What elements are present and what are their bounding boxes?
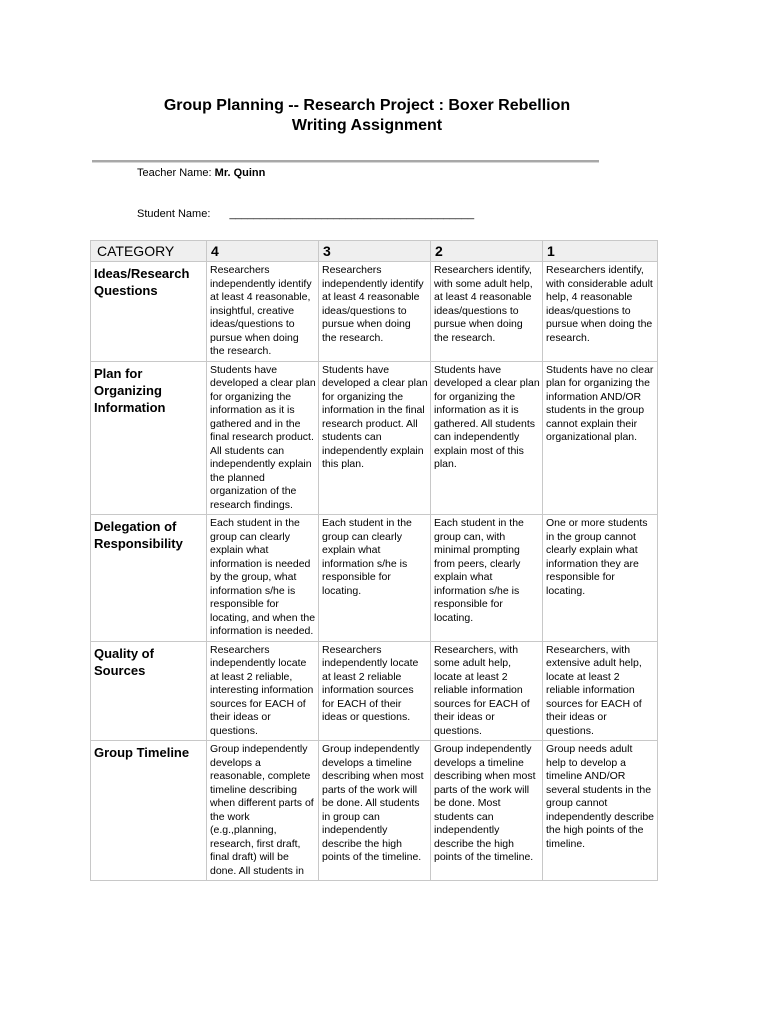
rubric-cell-level-1: Students have no clear plan for organizing the information AND/OR students in the group cannot explain their organizational plan. xyxy=(543,361,658,515)
rubric-cell-level-4: Group independently develops a reasonable, complete timeline describing when different parts of the work (e.g.,planning, research, first draft, final draft) will be done. All students in xyxy=(207,741,319,881)
row-category: Delegation of Responsibility xyxy=(91,515,207,642)
rubric-row-quality-of-sources xyxy=(91,641,658,741)
rubric-cell-level-4: Students have developed a clear plan for organizing the information as it is gathered and in the final research product. All students can independently explain the planned organization of the research findings. xyxy=(207,361,319,515)
rubric-row-delegation-of-responsibility xyxy=(91,515,658,642)
rubric-cell-level-3: Each student in the group can clearly explain what information s/he is responsible for locating. xyxy=(319,515,431,642)
rubric-cell-level-3: Students have developed a clear plan for organizing the information in the final research product. All students can independently explain this plan. xyxy=(319,361,431,515)
header-level-3: 3 xyxy=(319,241,431,262)
student-name-blank: ________________________________________ xyxy=(229,208,475,220)
rubric-row-plan-for-organizing-information xyxy=(91,361,658,515)
rubric-row-group-timeline xyxy=(91,741,658,881)
rubric-cell-level-2: Group independently develops a timeline describing when most parts of the work will be done. Most students can independently describe the high points of the timeline. xyxy=(431,741,543,881)
title-divider xyxy=(92,160,599,162)
rubric-cell-level-3: Researchers independently identify at least 4 reasonable ideas/questions to pursue when doing the research. xyxy=(319,262,431,362)
teacher-name-value: Mr. Quinn xyxy=(214,167,266,179)
rubric-cell-level-2: Each student in the group can, with minimal prompting from peers, clearly explain what information s/he is responsible for locating. xyxy=(431,515,543,642)
teacher-name-row xyxy=(137,167,265,180)
rubric-header-row xyxy=(91,241,658,262)
student-name-row xyxy=(137,208,474,221)
rubric-cell-level-1: One or more students in the group cannot clearly explain what information they are responsible for locating. xyxy=(543,515,658,642)
rubric-cell-level-4: Researchers independently identify at least 4 reasonable, insightful, creative ideas/questions to pursue when doing the research. xyxy=(207,262,319,362)
rubric-cell-level-1: Researchers, with extensive adult help, locate at least 2 reliable information sources for EACH of their ideas or questions. xyxy=(543,641,658,741)
rubric-table xyxy=(90,240,658,881)
document-subtitle: Writing Assignment xyxy=(291,117,443,134)
rubric-cell-level-2: Researchers identify, with some adult help, at least 4 reasonable ideas/questions to pursue when doing the research. xyxy=(431,262,543,362)
row-category: Ideas/Research Questions xyxy=(91,262,207,362)
rubric-cell-level-4: Researchers independently locate at least 2 reliable, interesting information sources for EACH of their ideas or questions. xyxy=(207,641,319,741)
rubric-cell-level-3: Group independently develops a timeline describing when most parts of the work will be done. All students in group can independently describe the high points of the timeline. xyxy=(319,741,431,881)
rubric-cell-level-1: Group needs adult help to develop a timeline AND/OR several students in the group cannot independently describe the high points of the timeline. xyxy=(543,741,658,881)
document-title: Group Planning -- Research Project : Boxer Rebellion xyxy=(163,97,571,114)
header-level-2: 2 xyxy=(431,241,543,262)
row-category: Quality of Sources xyxy=(91,641,207,741)
rubric-row-ideas-research-questions xyxy=(91,262,658,362)
row-category: Group Timeline xyxy=(91,741,207,881)
header-level-4: 4 xyxy=(207,241,319,262)
teacher-name-label: Teacher Name: xyxy=(137,167,212,179)
header-category: CATEGORY xyxy=(91,241,207,262)
header-level-1: 1 xyxy=(543,241,658,262)
rubric-cell-level-4: Each student in the group can clearly explain what information is needed by the group, what information s/he is responsible for locating, and when the information is needed. xyxy=(207,515,319,642)
student-name-label: Student Name: xyxy=(137,208,211,220)
rubric-cell-level-1: Researchers identify, with considerable adult help, 4 reasonable ideas/questions to pursue when doing the research. xyxy=(543,262,658,362)
rubric-cell-level-2: Researchers, with some adult help, locate at least 2 reliable information sources for EACH of their ideas or questions. xyxy=(431,641,543,741)
rubric-cell-level-2: Students have developed a clear plan for organizing the information as it is gathered. All students can independently explain most of this plan. xyxy=(431,361,543,515)
rubric-cell-level-3: Researchers independently locate at least 2 reliable information sources for EACH of their ideas or questions. xyxy=(319,641,431,741)
row-category: Plan for Organizing Information xyxy=(91,361,207,515)
